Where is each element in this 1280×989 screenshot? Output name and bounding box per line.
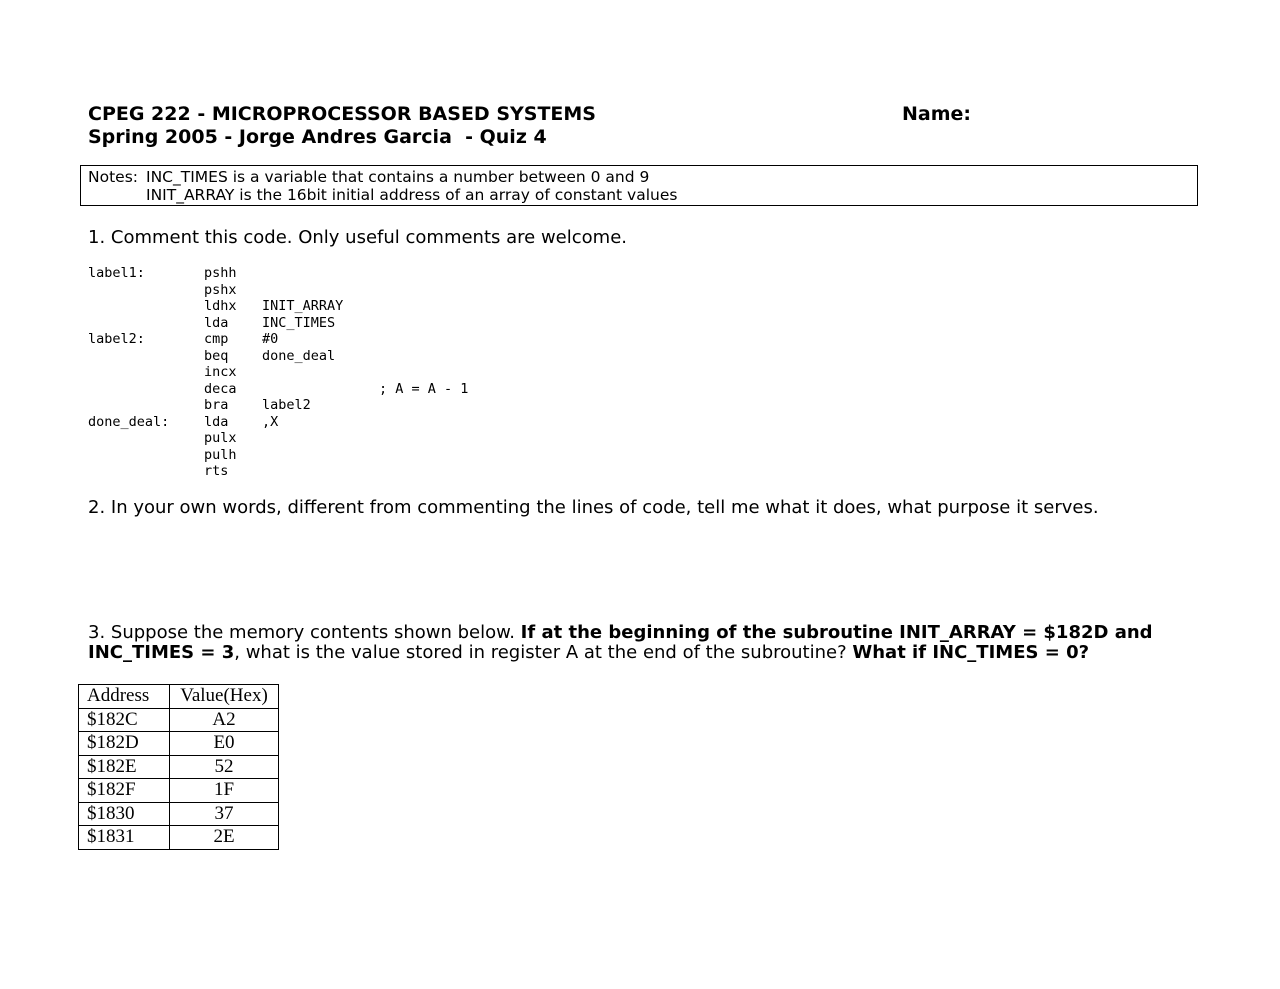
question-3-followup: What if INC_TIMES = 0?	[852, 642, 1090, 663]
question-3-inc-times: INC_TIMES = 3	[88, 642, 235, 663]
code-opcode: lda	[204, 314, 229, 331]
value-cell: 1F	[170, 779, 279, 803]
header-address: Address	[79, 685, 170, 709]
code-operand: ,X	[262, 413, 279, 430]
code-opcode: ldhx	[204, 298, 237, 314]
code-operand: #0	[262, 331, 279, 347]
course-title: CPEG 222 - MICROPROCESSOR BASED SYSTEMS	[88, 103, 596, 125]
question-3-line-1	[88, 623, 1153, 643]
notes-line-2: INIT_ARRAY is the 16bit initial address of an array of constant values	[146, 186, 678, 204]
memory-table	[78, 684, 279, 850]
value-cell: 2E	[170, 826, 279, 850]
code-label: done_deal:	[88, 413, 170, 430]
code-opcode: bra	[204, 397, 229, 413]
code-opcode: pshh	[204, 265, 237, 281]
address-cell: $1830	[79, 802, 170, 826]
table-row	[79, 802, 279, 826]
question-1: 1. Comment this code. Only useful comments are welcome.	[88, 227, 627, 248]
code-opcode: rts	[204, 463, 229, 479]
name-label: Name:	[902, 103, 972, 125]
code-comment: ; A = A - 1	[379, 380, 469, 397]
code-opcode: lda	[204, 413, 229, 430]
code-opcode: beq	[204, 347, 229, 364]
code-opcode: incx	[204, 364, 237, 380]
code-label: label1:	[88, 265, 145, 281]
code-opcode: cmp	[204, 331, 229, 347]
quiz-subtitle: Spring 2005 - Jorge Andres Garcia - Quiz 4	[88, 126, 547, 148]
notes-label: Notes:	[88, 168, 138, 186]
table-row	[79, 708, 279, 732]
question-3-line-2	[88, 643, 1089, 663]
code-label: label2:	[88, 331, 145, 347]
question-3-condition: If at the beginning of the subroutine INIT_ARRAY = $182D and	[520, 622, 1153, 643]
question-3-intro: 3. Suppose the memory contents shown below.	[88, 622, 521, 643]
address-cell: $182F	[79, 779, 170, 803]
table-header-row	[79, 685, 279, 709]
code-operand: INC_TIMES	[262, 314, 336, 331]
address-cell: $182E	[79, 755, 170, 779]
address-cell: $182D	[79, 732, 170, 756]
question-3-ask: , what is the value stored in register A at the end of the subroutine?	[234, 642, 853, 663]
code-opcode: pulx	[204, 430, 237, 446]
table-row	[79, 826, 279, 850]
table-row	[79, 779, 279, 803]
value-cell: A2	[170, 708, 279, 732]
value-cell: E0	[170, 732, 279, 756]
table-row	[79, 755, 279, 779]
address-cell: $182C	[79, 708, 170, 732]
table-row	[79, 732, 279, 756]
header-value: Value(Hex)	[170, 685, 279, 709]
address-cell: $1831	[79, 826, 170, 850]
value-cell: 37	[170, 802, 279, 826]
code-opcode: pshx	[204, 281, 237, 298]
code-opcode: pulh	[204, 446, 237, 463]
code-operand: label2	[262, 397, 311, 413]
question-2: 2. In your own words, different from commenting the lines of code, tell me what it does, what purpose it serves.	[88, 497, 1099, 518]
code-operand: INIT_ARRAY	[262, 298, 344, 314]
code-opcode: deca	[204, 380, 237, 397]
value-cell: 52	[170, 755, 279, 779]
code-operand: done_deal	[262, 347, 336, 364]
notes-line-1: INC_TIMES is a variable that contains a number between 0 and 9	[146, 168, 650, 186]
